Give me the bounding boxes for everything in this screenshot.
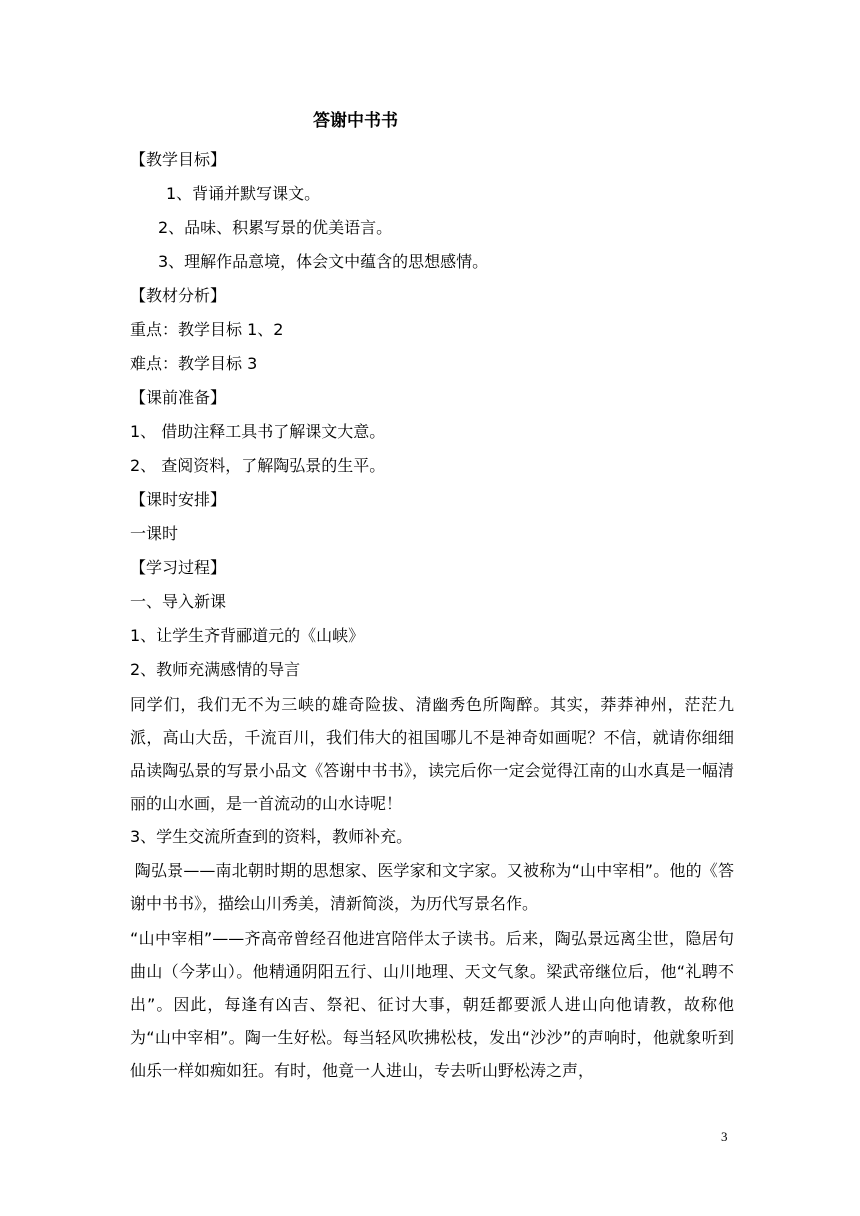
section-heading-preparation: 【课前准备】 (130, 388, 227, 407)
page-number: 3 (721, 1129, 728, 1144)
process-item-1: 1、让学生齐背郦道元的《山峡》 (130, 626, 365, 645)
preparation-item-2: 2、 查阅资料，了解陶弘景的生平。 (130, 456, 386, 475)
goal-item-1: 1、背诵并默写课文。 (166, 184, 321, 203)
document-body (130, 143, 734, 1087)
process-item-3: 3、学生交流所查到的资料，教师补充。 (130, 827, 413, 846)
key-point-line: 重点：教学目标 1、2 (130, 320, 284, 339)
document-title: 答谢中书书 (313, 111, 398, 131)
process-step-heading: 一、导入新课 (130, 592, 227, 611)
section-heading-learning-process: 【学习过程】 (130, 558, 227, 577)
goal-item-2: 2、品味、积累写景的优美语言。 (158, 218, 393, 237)
process-item-2: 2、教师充满感情的导言 (130, 660, 301, 679)
difficulty-line: 难点：教学目标 3 (130, 354, 258, 373)
schedule-line: 一课时 (130, 524, 179, 543)
section-heading-teaching-goals: 【教学目标】 (130, 150, 227, 169)
biography-paragraph: 陶弘景——南北朝时期的思想家、医学家和文字家。又被称为“山中宰相”。他的《答谢中书书》，描绘山川秀美，清新简淡，为历代写景名作。 (130, 861, 734, 913)
preparation-item-1: 1、 借助注释工具书了解课文大意。 (130, 422, 386, 441)
story-paragraph: “山中宰相”——齐高帝曾经召他进宫陪伴太子读书。后来，陶弘景远离尘世，隐居句曲山（今茅山）。他精通阴阳五行、山川地理、天文气象。梁武帝继位后，他“礼聘不出”。因此，每逢有凶吉、祭祀、征讨大事，朝廷都要派人进山向他请教，故称他为“山中宰相”。陶一生好松。每当轻风吹拂松枝，发出“沙沙”的声响时，他就象听到仙乐一样如痴如狂。有时，他竟一人进山，专去听山野松涛之声， (130, 929, 734, 1080)
goal-item-3: 3、理解作品意境，体会文中蕴含的思想感情。 (158, 252, 489, 271)
section-heading-material-analysis: 【教材分析】 (130, 286, 227, 305)
intro-paragraph: 同学们，我们无不为三峡的雄奇险拔、清幽秀色所陶醉。其实，莽莽神州，茫茫九派，高山大岳，千流百川，我们伟大的祖国哪儿不是神奇如画呢？不信，就请你细细品读陶弘景的写景小品文《答谢中书书》，读完后你一定会觉得江南的山水真是一幅清丽的山水画，是一首流动的山水诗呢！ (130, 695, 734, 813)
section-heading-schedule: 【课时安排】 (130, 490, 227, 509)
